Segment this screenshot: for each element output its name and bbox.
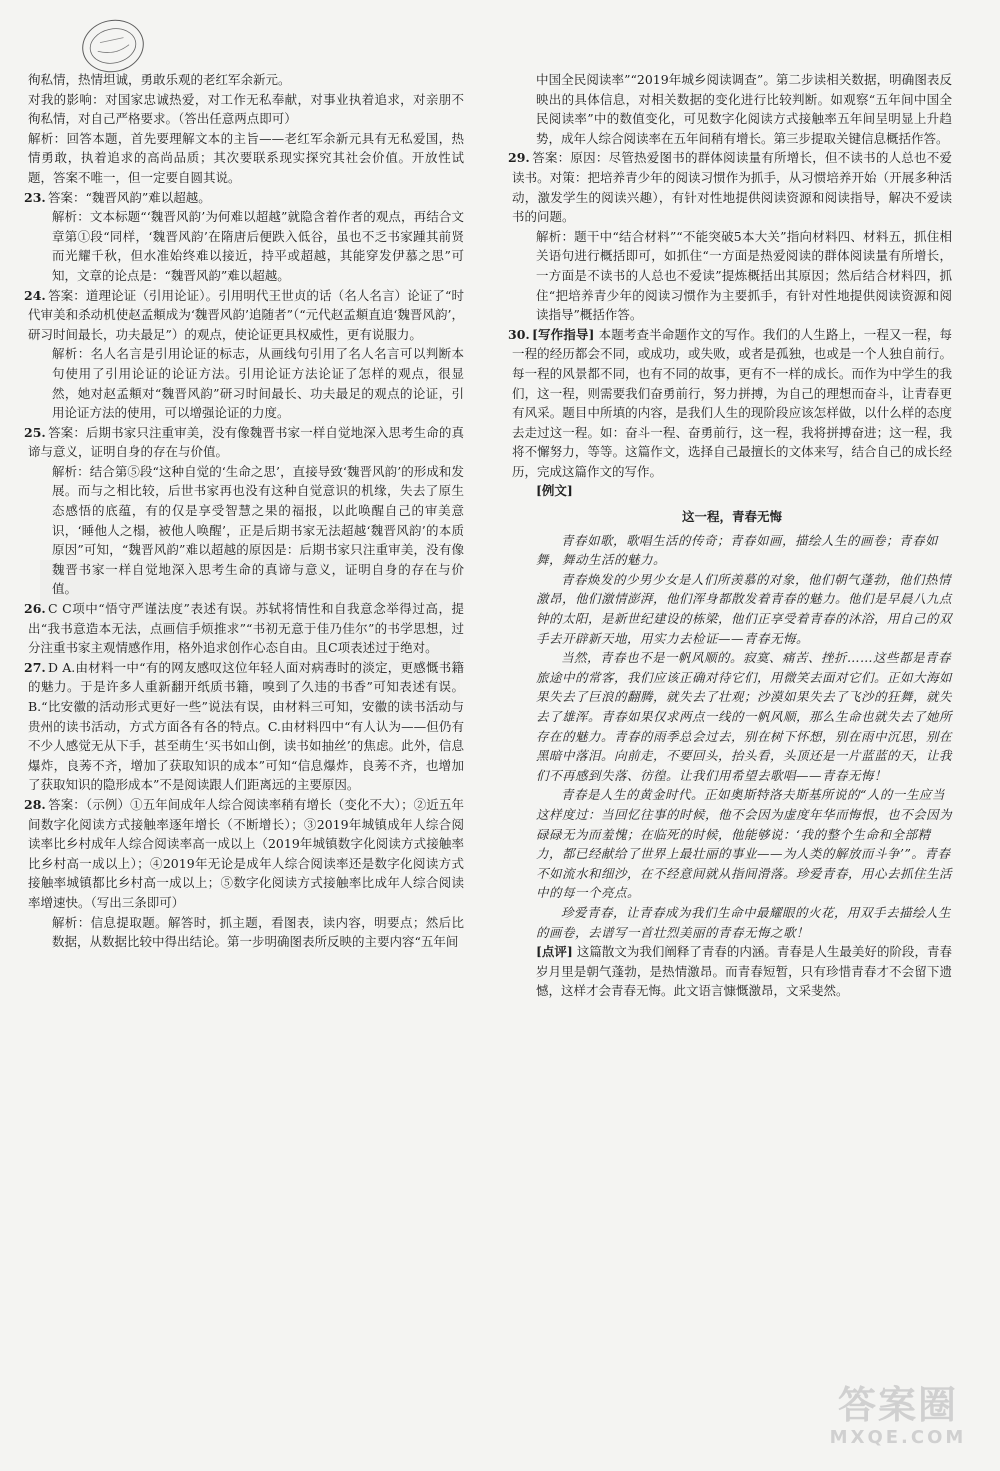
- question-number: 30.: [508, 326, 530, 342]
- analysis-text: 解析：名人名言是引用论证的标志，从画线句引用了名人名言可以判断本句使用了引用论证的论证方法。引用论证方法论证了怎样的观点，很显然，她对赵孟頫对“魏晋风韵”研习时间最长、功夫最足的观点的论证，引用论证方法的使用，可以增强论证的力度。: [52, 346, 464, 421]
- answer-text: 答案：后期书家只注重审美，没有像魏晋书家一样自觉地深入思考生命的真谛与意义，证明自身的存在与价值。: [28, 424, 464, 460]
- intro-line-1: 徇私情，热情坦诚，勇敢乐观的老红军余新元。: [28, 72, 291, 87]
- question-number: 29.: [508, 150, 530, 166]
- question-number: 25.: [24, 424, 46, 440]
- question-28: [24, 795, 464, 952]
- essay-paragraph: 珍爱青春，让青春成为我们生命中最耀眼的火花，用双手去描绘人生的画卷，去谱写一首壮烈美丽的青春无悔之歌！: [536, 904, 952, 940]
- intro-line-3: 解析：回答本题，首先要理解文本的主旨——老红军余新元具有无私爱国，热情勇敢，执着追求的高尚品质；其次要联系现实探究其社会价值。开放性试题，答案不唯一，但一定要自圆其说。: [28, 130, 464, 185]
- question-24: [24, 286, 464, 423]
- seal-graphic-icon: [83, 21, 142, 71]
- comment-label: [点评]: [536, 944, 573, 960]
- question-29: [508, 148, 952, 324]
- essay-paragraph: 青春是人生的黄金时代。正如奥斯特洛夫斯基所说的“人的一生应当这样度过：当回忆往事的时候，他不会因为虚度年华而悔恨，也不会因为碌碌无为而羞愧；在临死的时候，他能够说：‘我的整个生命和全部精力，都已经献给了世界上最壮丽的事业——为人类的解放而斗争’”。青春不如流水和细沙，在不经意间就从指间滑落。珍爱青春，用心去抓住生活中的每一个亮点。: [536, 787, 953, 901]
- essay-paragraph: 青春如歌，歌唱生活的传奇；青春如画，描绘人生的画卷；青春如舞，舞动生活的魅力。: [536, 532, 939, 568]
- writing-guide-text: 本题考查半命题作文的写作。我们的人生路上，一程又一程，每一程的经历都会不同，或成功，或失败，或者是孤独，也或是一个人独自前行。每一程的风景都不同，也有不同的故事，更有不一样的成长。而作为中学生的我们，这一程，则需要我们奋勇前行，努力拼搏，为自己的理想而奋斗，让青春更有风采。题目中所填的内容，是我们人生的现阶段应该怎样做，以什么样的态度去走过这一程。如：奋斗一程、奋勇前行，这一程，我将拼搏奋进；这一程，我将不懈努力，等等。这篇作文，选择自己最擅长的文体来写，结合自己的成长经历，完成这篇作文的写作。: [512, 326, 952, 479]
- analysis-text: 解析：文本标题“‘魏晋风韵’为何难以超越”就隐含着作者的观点，再结合文章第①段“同样，‘魏晋风韵’在隋唐后便跌入低谷，虽也不乏书家踵其前贤而光耀千秋，但水准始终难以接近，持平或超越，其能穿发伊慕之思”可知，文章的论点是：“魏晋风韵”难以超越。: [52, 209, 464, 283]
- watermark-url: MXQE.COM: [829, 1427, 967, 1448]
- answer-text: D A.由材料一中“有的网友感叹这位年轻人面对病毒时的淡定，更感慨书籍的魅力。于是许多人重新翻开纸质书籍，嗅到了久违的书香”可知表述有误。B.“比安徽的活动形式更好一些”说法有误，由材料三可知，安徽的读书活动与贵州的读书活动，方式方面各有各的特点。C.由材料四中“有人认为——但仍有不少人感觉无从下手，甚至萌生‘买书如山倒，读书如抽丝’的焦虑。此外，信息爆炸，良莠不齐，增加了获取知识的成本”可知“信息爆炸，良莠不齐，也增加了获取知识的隐形成本”不是阅读跟人们距离远的主要原因。: [28, 659, 464, 793]
- writing-guide-label: [写作指导]: [532, 326, 595, 342]
- answer-text: 答案：道理论证（引用论证）。引用明代王世贞的话（名人名言）论证了“时代审美和杀动机使赵孟頫成为‘魏晋风韵’追随者”（“元代赵孟頫直追‘魏晋风韵’，研习时间最长，功夫最足”）的观点，使论证更具权威性，更有说服力。: [28, 287, 464, 342]
- intro-line-2: 对我的影响：对国家忠诚热爱，对工作无私奉献，对事业执着追求，对亲朋不徇私情，对自己严格要求。（答出任意两点即可）: [28, 91, 464, 127]
- site-watermark: [818, 1383, 978, 1455]
- right-column: [508, 70, 953, 1001]
- essay-paragraph: 青春焕发的少男少女是人们所羡慕的对象，他们朝气蓬勃，他们热情激昂，他们激情澎湃，他们浑身都散发着青春的魅力。他们是早晨八九点钟的太阳，是新世纪建设的栋梁，他们正享受着青春的沐浴，用自己的双手去开辟新天地，用实力去检证——青春无悔。: [536, 571, 953, 646]
- question-number: 28.: [24, 796, 46, 812]
- question-number: 26.: [24, 601, 46, 617]
- watermark-logo-text: 答案圈: [837, 1383, 958, 1427]
- analysis-text: 解析：信息提取题。解答时，抓主题，看图表，读内容，明要点；然后比数据，从数据比较中得出结论。第一步明确图表所反映的主要内容“五年间: [52, 914, 464, 950]
- comment-text: 这篇散文为我们阐释了青春的内涵。青春是人生最美好的阶段，青春岁月里是朝气蓬勃，是热情激昂。而青春短暂，只有珍惜青春才不会留下遗憾，这样才会青春无悔。此文语言慷慨激昂，文采斐然。: [536, 944, 952, 999]
- example-label: [例文]: [536, 483, 573, 499]
- question-number: 23.: [24, 189, 46, 205]
- analysis-text: 解析：结合第⑤段“这种自觉的‘生命之思’，直接导致‘魏晋风韵’的形成和发展。而与之相比较，后世书家再也没有这种自觉意识的机缘，失去了原生态感悟的底蕴，有的仅是享受智慧之果的福报，以此唤醒自己的审美意识，‘睡他人之榻，被他人唤醒’，正是后期书家无法超越‘魏晋风韵’的本质原因”可知，“魏晋风韵”难以超越的原因是：后期书家只注重审美，没有像魏晋书家一样自觉地深入思考生命的真谛与意义，证明自身的存在与价值。: [52, 463, 464, 597]
- answer-text: 答案：原因：尽管热爱图书的群体阅读量有所增长，但不读书的人总也不爱读书。对策：把培养青少年的阅读习惯作为抓手，从习惯培养开始（开展多种活动，激发学生的阅读兴趣），有针对性地提供阅读资源和阅读指导，解决不爱读书的问题。: [512, 150, 952, 225]
- question-26: [24, 599, 464, 658]
- question-number: 27.: [24, 659, 46, 675]
- q28-continuation: 中国全民阅读率”“2019年城乡阅读调查”。第二步读相关数据，明确图表反映出的具体信息，对相关数据的变化进行比较判断。如观察“五年间中国全民阅读率”中的数值变化，可见数字化阅读方式接触率五年间呈明显上升趋势，成年人综合阅读率在五年间稍有增长。第三步提取关键信息概括作答。: [536, 72, 952, 146]
- essay-title: 这一程，青春无悔: [681, 509, 782, 525]
- stamp-seal: [77, 14, 148, 78]
- question-27: [24, 658, 464, 795]
- answer-text: 答案：（示例）①五年间成年人综合阅读率稍有增长（变化不大）；②近五年间数字化阅读方式接触率逐年增长（不断增长）；③2019年城镇成年人综合阅读率比乡村成年人综合阅读率高一成以上（2019年城镇数字化阅读方式接触率比乡村高一成以上）；④2019年无论是成年人综合阅读率还是数字化阅读方式接触率城镇都比乡村高一成以上；⑤数字化阅读方式接触率比成年人综合阅读率增速快。（写出三条即可）: [28, 796, 464, 910]
- essay-body: [512, 531, 952, 942]
- answer-text: 答案：“魏晋风韵”难以超越。: [48, 189, 211, 205]
- question-23: [24, 188, 464, 286]
- question-30: [508, 325, 953, 1001]
- answer-text: C C项中“悟守严谨法度”表述有误。苏轼将情性和自我意念举得过高，提出“我书意造本无法，点画信手烦推求”“书初无意于佳乃佳尔”的书学思想，过分注重书家主观情感作用，格外追求创作心态自由。且C项表述过于绝对。: [28, 601, 464, 656]
- question-25: [24, 423, 464, 599]
- left-column: [24, 70, 464, 952]
- analysis-text: 解析：题干中“结合材料”“不能突破5本大关”指向材料四、材料五，抓住相关语句进行概括即可，如抓住“一方面是热爱阅读的群体阅读量有所增长，一方面是不读书的人总也不爱读”提炼概括出其原因；然后结合材料四，抓住“把培养青少年的阅读习惯作为主要抓手，有针对性地提供阅读资源和阅读指导”概括作答。: [536, 228, 952, 323]
- essay-paragraph: 当然，青春也不是一帆风顺的。寂寞、痛苦、挫折……这些都是青春旅途中的常客，我们应该正确对待它们，用微笑去面对它们。正如大海如果失去了巨浪的翻腾，就失去了壮观；沙漠如果失去了飞沙的狂舞，就失去了雄浑。青春如果仅求两点一线的一帆风顺，那么生命也就失去了她所存在的魅力。青春的雨季总会过去，别在树下怀想，别在雨中沉思，别在黑暗中落泪。向前走，不要回头，抬头看，头顶还是一片蓝蓝的天，让我们不再感到失落、彷徨。让我们用希望去歌唱——青春无悔！: [536, 650, 953, 783]
- question-number: 24.: [24, 287, 46, 303]
